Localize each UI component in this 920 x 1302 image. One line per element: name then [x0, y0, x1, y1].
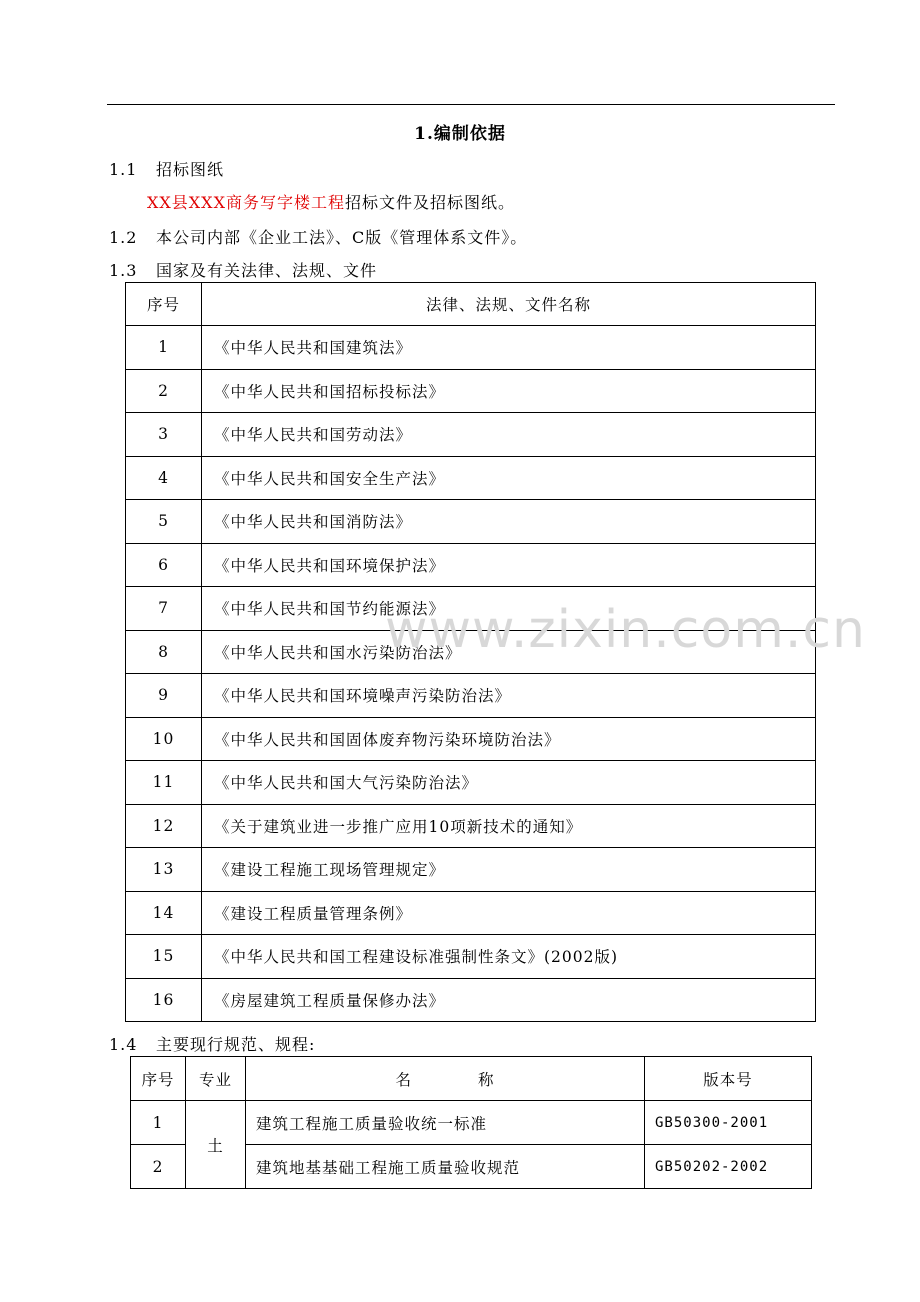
cell-no: 3 — [126, 413, 202, 457]
cell-name: 《中华人民共和国节约能源法》 — [202, 587, 816, 631]
cell-name: 《中华人民共和国建筑法》 — [202, 326, 816, 370]
table-row — [126, 674, 816, 718]
cell-name: 《中华人民共和国大气污染防治法》 — [202, 761, 816, 805]
cell-no: 16 — [126, 978, 202, 1022]
table-row — [126, 326, 816, 370]
project-name: XX县XXX商务写字楼工程 — [147, 193, 345, 212]
cell-name: 《中华人民共和国固体废弃物污染环境防治法》 — [202, 717, 816, 761]
section-number: 1.2 — [109, 228, 138, 247]
cell-name: 《中华人民共和国招标投标法》 — [202, 369, 816, 413]
cell-no: 11 — [126, 761, 202, 805]
cell-name: 《中华人民共和国劳动法》 — [202, 413, 816, 457]
cell-no: 9 — [126, 674, 202, 718]
law-table — [125, 282, 816, 1022]
cell-name: 《中华人民共和国工程建设标准强制性条文》(2002版) — [202, 935, 816, 979]
header-cell-no: 序号 — [126, 283, 202, 326]
cell-no: 1 — [131, 1101, 186, 1145]
section-1-2 — [109, 225, 527, 248]
cell-name: 《关于建筑业进一步推广应用10项新技术的通知》 — [202, 804, 816, 848]
header-cell-version: 版本号 — [645, 1057, 812, 1101]
cell-name: 《中华人民共和国环境噪声污染防治法》 — [202, 674, 816, 718]
body-text: 招标文件及招标图纸。 — [344, 193, 515, 212]
section-1-3 — [109, 258, 377, 281]
header-cell-no: 序号 — [131, 1057, 186, 1101]
cell-no: 4 — [126, 456, 202, 500]
section-title: 招标图纸 — [156, 160, 225, 179]
section-heading: 1.编制依据 — [414, 124, 506, 144]
table-row — [126, 413, 816, 457]
cell-name: 建筑工程施工质量验收统一标准 — [246, 1101, 645, 1145]
cell-no: 2 — [131, 1145, 186, 1189]
section-1-1 — [109, 157, 224, 180]
cell-no: 8 — [126, 630, 202, 674]
section-1-4 — [109, 1032, 315, 1055]
section-number: 1.1 — [109, 160, 138, 179]
header-cell-specialty: 专业 — [186, 1057, 246, 1101]
table-row — [126, 804, 816, 848]
section-number: 1.3 — [109, 261, 138, 280]
cell-no: 10 — [126, 717, 202, 761]
section-number: 1.4 — [109, 1035, 138, 1054]
cell-name: 《中华人民共和国消防法》 — [202, 500, 816, 544]
table-row — [126, 761, 816, 805]
section-title: 国家及有关法律、法规、文件 — [156, 261, 378, 280]
cell-name: 《建设工程施工现场管理规定》 — [202, 848, 816, 892]
table-row — [126, 630, 816, 674]
cell-no: 15 — [126, 935, 202, 979]
watermark: www.zixin.com.cn — [385, 600, 866, 660]
cell-no: 5 — [126, 500, 202, 544]
table-row — [126, 500, 816, 544]
law-table-body — [126, 326, 816, 1022]
cell-name: 《房屋建筑工程质量保修办法》 — [202, 978, 816, 1022]
standards-table — [130, 1056, 812, 1189]
cell-specialty: 土 — [186, 1101, 246, 1189]
table-row — [126, 935, 816, 979]
cell-name: 《中华人民共和国环境保护法》 — [202, 543, 816, 587]
cell-name: 建筑地基基础工程施工质量验收规范 — [246, 1145, 645, 1189]
table-row — [126, 543, 816, 587]
cell-no: 14 — [126, 891, 202, 935]
cell-no: 6 — [126, 543, 202, 587]
cell-name: 《中华人民共和国安全生产法》 — [202, 456, 816, 500]
section-title: 本公司内部《企业工法》、C版《管理体系文件》。 — [156, 228, 528, 247]
table-row — [126, 456, 816, 500]
table-row — [126, 891, 816, 935]
section-1-1-body — [147, 190, 515, 213]
table-row — [126, 587, 816, 631]
table-header-row — [126, 283, 816, 326]
section-title: 主要现行规范、规程: — [156, 1035, 316, 1054]
header-rule — [107, 104, 835, 105]
cell-name: 《中华人民共和国水污染防治法》 — [202, 630, 816, 674]
cell-no: 1 — [126, 326, 202, 370]
table-row — [126, 848, 816, 892]
cell-no: 13 — [126, 848, 202, 892]
header-cell-name: 名 称 — [246, 1057, 645, 1101]
table-header-row — [131, 1057, 812, 1101]
table-row — [126, 978, 816, 1022]
table-row — [131, 1101, 812, 1145]
table-row — [126, 717, 816, 761]
header-cell-name: 法律、法规、文件名称 — [202, 283, 816, 326]
cell-no: 7 — [126, 587, 202, 631]
cell-no: 12 — [126, 804, 202, 848]
cell-name: 《建设工程质量管理条例》 — [202, 891, 816, 935]
cell-version: GB50202-2002 — [645, 1145, 812, 1189]
cell-no: 2 — [126, 369, 202, 413]
table-row — [126, 369, 816, 413]
cell-version: GB50300-2001 — [645, 1101, 812, 1145]
